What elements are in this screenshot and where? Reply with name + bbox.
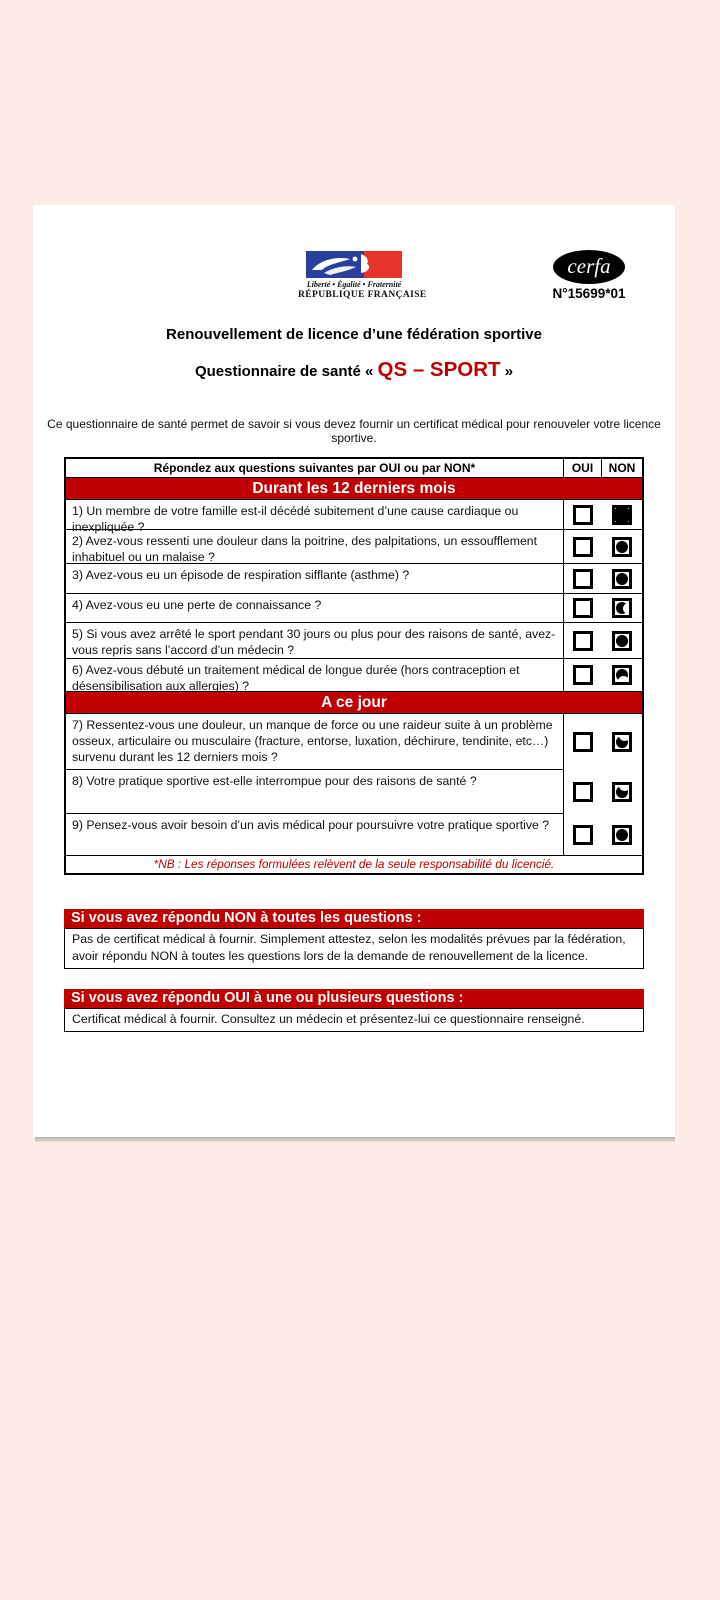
question-text-2: 2) Avez-vous ressenti une douleur dans la poitrine, des palpitations, un essoufflement inhabituel ou un malaise ? xyxy=(66,530,564,563)
non-section-body: Pas de certificat médical à fournir. Simplement attestez, selon les modalités prévues par la fédération, avoir répondu NON à toutes les questions lors de la demande de renouvellement de la licence. xyxy=(64,928,644,969)
oui-checkbox-9[interactable] xyxy=(573,825,593,845)
question-row-8 xyxy=(66,770,642,814)
question-text-4: 4) Avez-vous eu une perte de connaissance ? xyxy=(66,594,564,622)
non-checkbox-7[interactable] xyxy=(612,732,632,752)
question-row-6 xyxy=(66,659,642,692)
non-checkbox-5[interactable] xyxy=(612,631,632,651)
subtitle-suffix: » xyxy=(500,363,514,380)
non-checkbox-6[interactable] xyxy=(612,665,632,685)
oui-section-header: Si vous avez répondu OUI à une ou plusieurs questions : xyxy=(64,989,644,1008)
oui-checkbox-3[interactable] xyxy=(573,569,593,589)
question-row-1 xyxy=(66,500,642,535)
cerfa-ellipse-icon xyxy=(553,250,625,284)
non-checkbox-9[interactable] xyxy=(612,825,632,845)
question-row-9 xyxy=(66,814,642,855)
non-section-header: Si vous avez répondu NON à toutes les questions : xyxy=(64,909,644,928)
non-checkbox-2[interactable] xyxy=(612,537,632,557)
form-subtitle xyxy=(33,358,675,382)
cerfa-number: N°15699*01 xyxy=(552,286,626,301)
question-text-1: 1) Un membre de votre famille est-il décédé subitement d’une cause cardiaque ou inexpliquée ? xyxy=(66,500,564,529)
subtitle-prefix: Questionnaire de santé « xyxy=(194,363,378,380)
republic-name: RÉPUBLIQUE FRANÇAISE xyxy=(298,290,427,300)
form-title: Renouvellement de licence d’une fédération sportive xyxy=(166,326,542,343)
question-text-5: 5) Si vous avez arrêté le sport pendant 30 jours ou plus pour des raisons de santé, avez-vous repris sans l’accord d’un médecin ? xyxy=(66,623,564,658)
question-row-5 xyxy=(66,623,642,659)
question-text-8: 8) Votre pratique sportive est-elle interrompue pour des raisons de santé ? xyxy=(66,770,564,814)
non-column-header: NON xyxy=(608,461,636,475)
question-row-3 xyxy=(66,564,642,594)
non-checkbox-4[interactable] xyxy=(612,598,632,618)
cerfa-logo xyxy=(550,250,628,301)
oui-section-body: Certificat médical à fournir. Consultez un médecin et présentez-lui ce questionnaire renseigné. xyxy=(64,1008,644,1032)
oui-checkbox-5[interactable] xyxy=(573,631,593,651)
oui-checkbox-4[interactable] xyxy=(573,598,593,618)
oui-checkbox-2[interactable] xyxy=(573,537,593,557)
intro-text: Ce questionnaire de santé permet de savoir si vous devez fournir un certificat médical pour renouveler votre licence sportive. xyxy=(47,417,661,445)
oui-checkbox-7[interactable] xyxy=(573,732,593,752)
question-text-6: 6) Avez-vous débuté un traitement médical de longue durée (hors contraception et désensibilisation aux allergies) ? xyxy=(66,659,564,691)
section-band-12-mois: Durant les 12 derniers mois xyxy=(66,478,642,500)
oui-checkbox-6[interactable] xyxy=(573,665,593,685)
subtitle-highlight: QS – SPORT xyxy=(377,358,501,381)
republic-logo xyxy=(298,251,427,300)
non-checkbox-1[interactable] xyxy=(612,505,632,525)
questions-table xyxy=(64,457,644,875)
answer-non-section xyxy=(64,909,644,969)
question-row-7 xyxy=(66,714,642,770)
non-checkbox-3[interactable] xyxy=(612,569,632,589)
question-column-header: Répondez aux questions suivantes par OUI ou par NON* xyxy=(66,459,564,477)
question-text-3: 3) Avez-vous eu un épisode de respiration sifflante (asthme) ? xyxy=(66,564,564,593)
republic-flag-icon xyxy=(306,251,402,278)
question-text-9: 9) Pensez-vous avoir besoin d’un avis médical pour poursuivre votre pratique sportive ? xyxy=(66,814,564,855)
document-page xyxy=(33,205,675,1137)
republic-motto: Liberté • Égalité • Fraternité xyxy=(306,280,402,289)
oui-checkbox-8[interactable] xyxy=(573,782,593,802)
question-text-7: 7) Ressentez-vous une douleur, un manque de force ou une raideur suite à un problème osseux, articulaire ou musculaire (fracture, entorse, luxation, déchirure, tendinite, etc…) survenu durant les 12 derniers mois ? xyxy=(66,714,564,770)
oui-column-header: OUI xyxy=(564,459,602,477)
cerfa-word: cerfa xyxy=(567,253,611,278)
question-row-2 xyxy=(66,530,642,564)
question-row-4 xyxy=(66,594,642,623)
table-header-row xyxy=(66,459,642,478)
non-checkbox-8[interactable] xyxy=(612,782,632,802)
oui-checkbox-1[interactable] xyxy=(573,505,593,525)
answer-oui-section xyxy=(64,989,644,1032)
section-band-a-ce-jour: A ce jour xyxy=(66,692,642,714)
nb-footnote: *NB : Les réponses formulées relèvent de la seule responsabilité du licencié. xyxy=(66,855,642,873)
